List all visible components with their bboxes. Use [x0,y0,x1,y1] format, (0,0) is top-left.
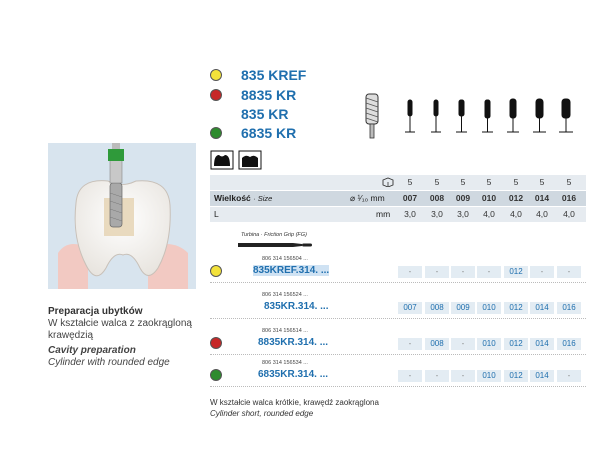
variant-dot-yellow [210,69,222,81]
order-cell[interactable]: 014 [530,338,554,350]
order-cell-empty: - [425,370,449,382]
size-label-pl: Wielkość [214,193,251,203]
size-cell: 016 [561,193,577,203]
order-cell[interactable]: 012 [504,302,528,314]
order-cell-empty: - [451,266,475,278]
desc-en-title: Cavity preparation [48,345,136,356]
order-cell-empty: - [451,338,475,350]
order-cell[interactable]: 008 [425,338,449,350]
pack-cell: 5 [460,177,466,187]
order-cell[interactable]: 016 [557,338,581,350]
caption-en: Cylinder short, rounded edge [210,409,314,418]
pack-cell: 5 [539,177,545,187]
order-cells [398,302,586,314]
order-cell[interactable]: 016 [557,302,581,314]
size-cell: 014 [534,193,550,203]
length-cell: 4,0 [510,209,522,219]
order-ref: 806 314 156534 ... [262,360,308,366]
size-cell: 009 [455,193,471,203]
order-dot [210,337,222,349]
order-cell[interactable]: 014 [530,302,554,314]
pack-cell: 5 [566,177,572,187]
size-unit: ⌀ ¹⁄₁₀ mm [350,193,385,203]
order-cell-empty: - [477,266,501,278]
order-cells [398,266,586,278]
order-cell-empty: - [557,266,581,278]
size-cell: 008 [429,193,445,203]
variant-title-3: 835 KR [241,106,289,122]
desc-en-text: Cylinder with rounded edge [48,357,170,368]
order-cell-empty: - [557,370,581,382]
order-code: 835KREF.314. ... [253,265,330,276]
order-cell[interactable]: 012 [504,266,528,278]
order-dot [210,265,222,277]
cavity-class-icon [210,150,264,170]
order-cell[interactable]: 010 [477,338,501,350]
length-unit: mm [376,209,391,219]
order-cell[interactable]: 010 [477,302,501,314]
order-dot [210,369,222,381]
size-cell: 007 [402,193,418,203]
order-cell-empty: - [398,338,422,350]
order-cell-empty: - [451,370,475,382]
order-cell[interactable]: 009 [451,302,475,314]
pack-cell: 5 [407,177,413,187]
tooth-preparation-image [48,143,196,289]
order-code: 6835KR.314. ... [258,369,329,380]
row-separator [210,318,586,319]
pack-cell: 5 [513,177,519,187]
shank-icon [236,240,316,250]
length-label: L [214,209,219,219]
size-cell: 012 [508,193,524,203]
order-ref: 806 314 156514 ... [262,328,308,334]
order-cell-empty: - [398,266,422,278]
size-cell: 010 [481,193,497,203]
variant-title-2: 8835 KR [241,87,297,103]
order-cell[interactable]: 014 [530,370,554,382]
length-cell: 3,0 [457,209,469,219]
order-cell-empty: - [398,370,422,382]
desc-pl-title: Preparacja ubytków [48,306,143,317]
variant-title-1: 835 KREF [241,67,307,83]
size-label-en: · Size [253,194,273,203]
order-cell[interactable]: 007 [398,302,422,314]
row-separator [210,282,586,283]
size-label [214,193,272,203]
pack-cell: 5 [434,177,440,187]
row-separator [210,386,586,387]
length-cell: 4,0 [483,209,495,219]
order-ref: 806 314 156524 ... [262,292,308,298]
order-cell[interactable]: 010 [477,370,501,382]
order-cell-empty: - [530,266,554,278]
order-code: 835KR.314. ... [264,301,329,312]
desc-pl-text-2: krawędzią [48,330,94,341]
order-cell-empty: - [425,266,449,278]
length-cell: 3,0 [431,209,443,219]
order-code: 8835KR.314. ... [258,337,329,348]
length-cell: 4,0 [536,209,548,219]
shank-label: Turbina · Friction Grip (FG) [241,232,307,238]
length-cell: 4,0 [563,209,575,219]
order-cell[interactable]: 012 [504,338,528,350]
order-cells [398,338,586,350]
variant-dot-red [210,89,222,101]
row-separator [210,354,586,355]
pack-cell: 5 [486,177,492,187]
order-cells [398,370,586,382]
order-ref: 806 314 156504 ... [262,256,308,262]
variant-dot-green [210,127,222,139]
package-icon [382,177,394,187]
length-cell: 3,0 [404,209,416,219]
desc-pl-text-1: W kształcie walca z zaokrągloną [48,318,192,329]
bur-sizes-icon [398,98,586,138]
caption-pl: W kształcie walca krótkie, krawędź zaokrąglona [210,398,379,407]
order-cell[interactable]: 008 [425,302,449,314]
bur-large-icon [362,92,382,140]
variant-title-4: 6835 KR [241,125,297,141]
order-cell[interactable]: 012 [504,370,528,382]
